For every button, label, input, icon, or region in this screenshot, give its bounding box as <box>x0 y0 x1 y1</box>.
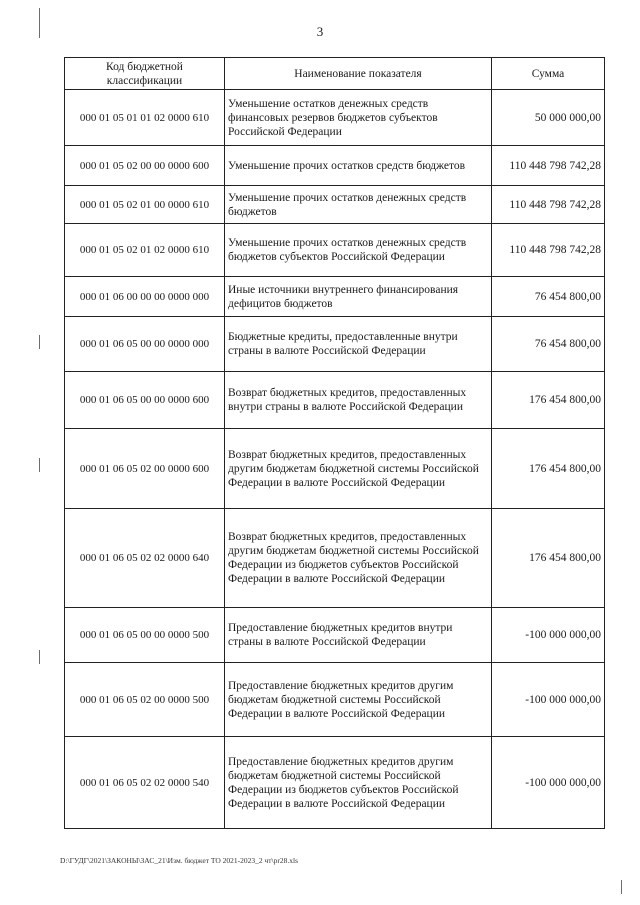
margin-mark <box>39 335 40 349</box>
table-row <box>65 146 605 186</box>
table-row <box>65 186 605 224</box>
table-row <box>65 608 605 663</box>
header-amount: Сумма <box>492 58 605 90</box>
table-row <box>65 737 605 829</box>
row-amount: -100 000 000,00 <box>492 608 605 663</box>
row-name: Предоставление бюджетных кредитов другим бюджетам бюджетной системы Российской Федерации из бюджетов субъектов Российской Федерации в валюте Российской Федерации <box>225 737 492 829</box>
row-amount: -100 000 000,00 <box>492 663 605 737</box>
row-code: 000 01 06 05 00 00 0000 500 <box>65 608 225 663</box>
row-code: 000 01 06 00 00 00 0000 000 <box>65 277 225 317</box>
row-code: 000 01 05 02 00 00 0000 600 <box>65 146 225 186</box>
row-amount: 176 454 800,00 <box>492 372 605 429</box>
row-amount: 110 448 798 742,28 <box>492 224 605 277</box>
table-row <box>65 509 605 608</box>
row-code: 000 01 05 01 01 02 0000 610 <box>65 90 225 146</box>
row-name: Уменьшение прочих остатков денежных средств бюджетов <box>225 186 492 224</box>
table-row <box>65 663 605 737</box>
table-row <box>65 372 605 429</box>
row-name: Бюджетные кредиты, предоставленные внутри страны в валюте Российской Федерации <box>225 317 492 372</box>
file-path-footer: D:\ГУДГ\2021\ЗАКОНЫ\ЗАС_21\Изм. бюджет ТО 2021-2023_2 чт\pr28.xls <box>60 856 299 865</box>
row-amount: 50 000 000,00 <box>492 90 605 146</box>
row-code: 000 01 06 05 02 00 0000 600 <box>65 429 225 509</box>
row-name: Предоставление бюджетных кредитов другим бюджетам бюджетной системы Российской Федерации в валюте Российской Федерации <box>225 663 492 737</box>
margin-mark <box>39 458 40 472</box>
row-code: 000 01 05 02 01 02 0000 610 <box>65 224 225 277</box>
row-name: Возврат бюджетных кредитов, предоставленных другим бюджетам бюджетной системы Российской Федерации в валюте Российской Федерации <box>225 429 492 509</box>
table-row <box>65 277 605 317</box>
row-amount: 176 454 800,00 <box>492 429 605 509</box>
budget-table <box>64 57 605 829</box>
row-amount: 76 454 800,00 <box>492 317 605 372</box>
row-code: 000 01 05 02 01 00 0000 610 <box>65 186 225 224</box>
row-name: Уменьшение прочих остатков денежных средств бюджетов субъектов Российской Федерации <box>225 224 492 277</box>
header-code: Код бюджетной классификации <box>65 58 225 90</box>
margin-mark <box>39 8 40 38</box>
margin-mark <box>39 650 40 664</box>
table-row <box>65 429 605 509</box>
row-name: Возврат бюджетных кредитов, предоставленных другим бюджетам бюджетной системы Российской Федерации из бюджетов субъектов Российской Федерации в валюте Российской Федерации <box>225 509 492 608</box>
row-name: Уменьшение остатков денежных средств финансовых резервов бюджетов субъектов Российской Федерации <box>225 90 492 146</box>
row-code: 000 01 06 05 02 02 0000 540 <box>65 737 225 829</box>
row-code: 000 01 06 05 02 02 0000 640 <box>65 509 225 608</box>
row-amount: -100 000 000,00 <box>492 737 605 829</box>
row-amount: 110 448 798 742,28 <box>492 186 605 224</box>
row-code: 000 01 06 05 02 00 0000 500 <box>65 663 225 737</box>
row-name: Уменьшение прочих остатков средств бюджетов <box>225 146 492 186</box>
header-name: Наименование показателя <box>225 58 492 90</box>
row-name: Иные источники внутреннего финансирования дефицитов бюджетов <box>225 277 492 317</box>
row-code: 000 01 06 05 00 00 0000 600 <box>65 372 225 429</box>
row-amount: 176 454 800,00 <box>492 509 605 608</box>
table-row <box>65 90 605 146</box>
margin-mark <box>621 880 622 894</box>
table-header-row <box>65 58 605 90</box>
row-name: Предоставление бюджетных кредитов внутри страны в валюте Российской Федерации <box>225 608 492 663</box>
table-row <box>65 224 605 277</box>
row-amount: 76 454 800,00 <box>492 277 605 317</box>
row-code: 000 01 06 05 00 00 0000 000 <box>65 317 225 372</box>
row-amount: 110 448 798 742,28 <box>492 146 605 186</box>
page-number: 3 <box>316 24 324 39</box>
table-row <box>65 317 605 372</box>
row-name: Возврат бюджетных кредитов, предоставленных внутри страны в валюте Российской Федерации <box>225 372 492 429</box>
